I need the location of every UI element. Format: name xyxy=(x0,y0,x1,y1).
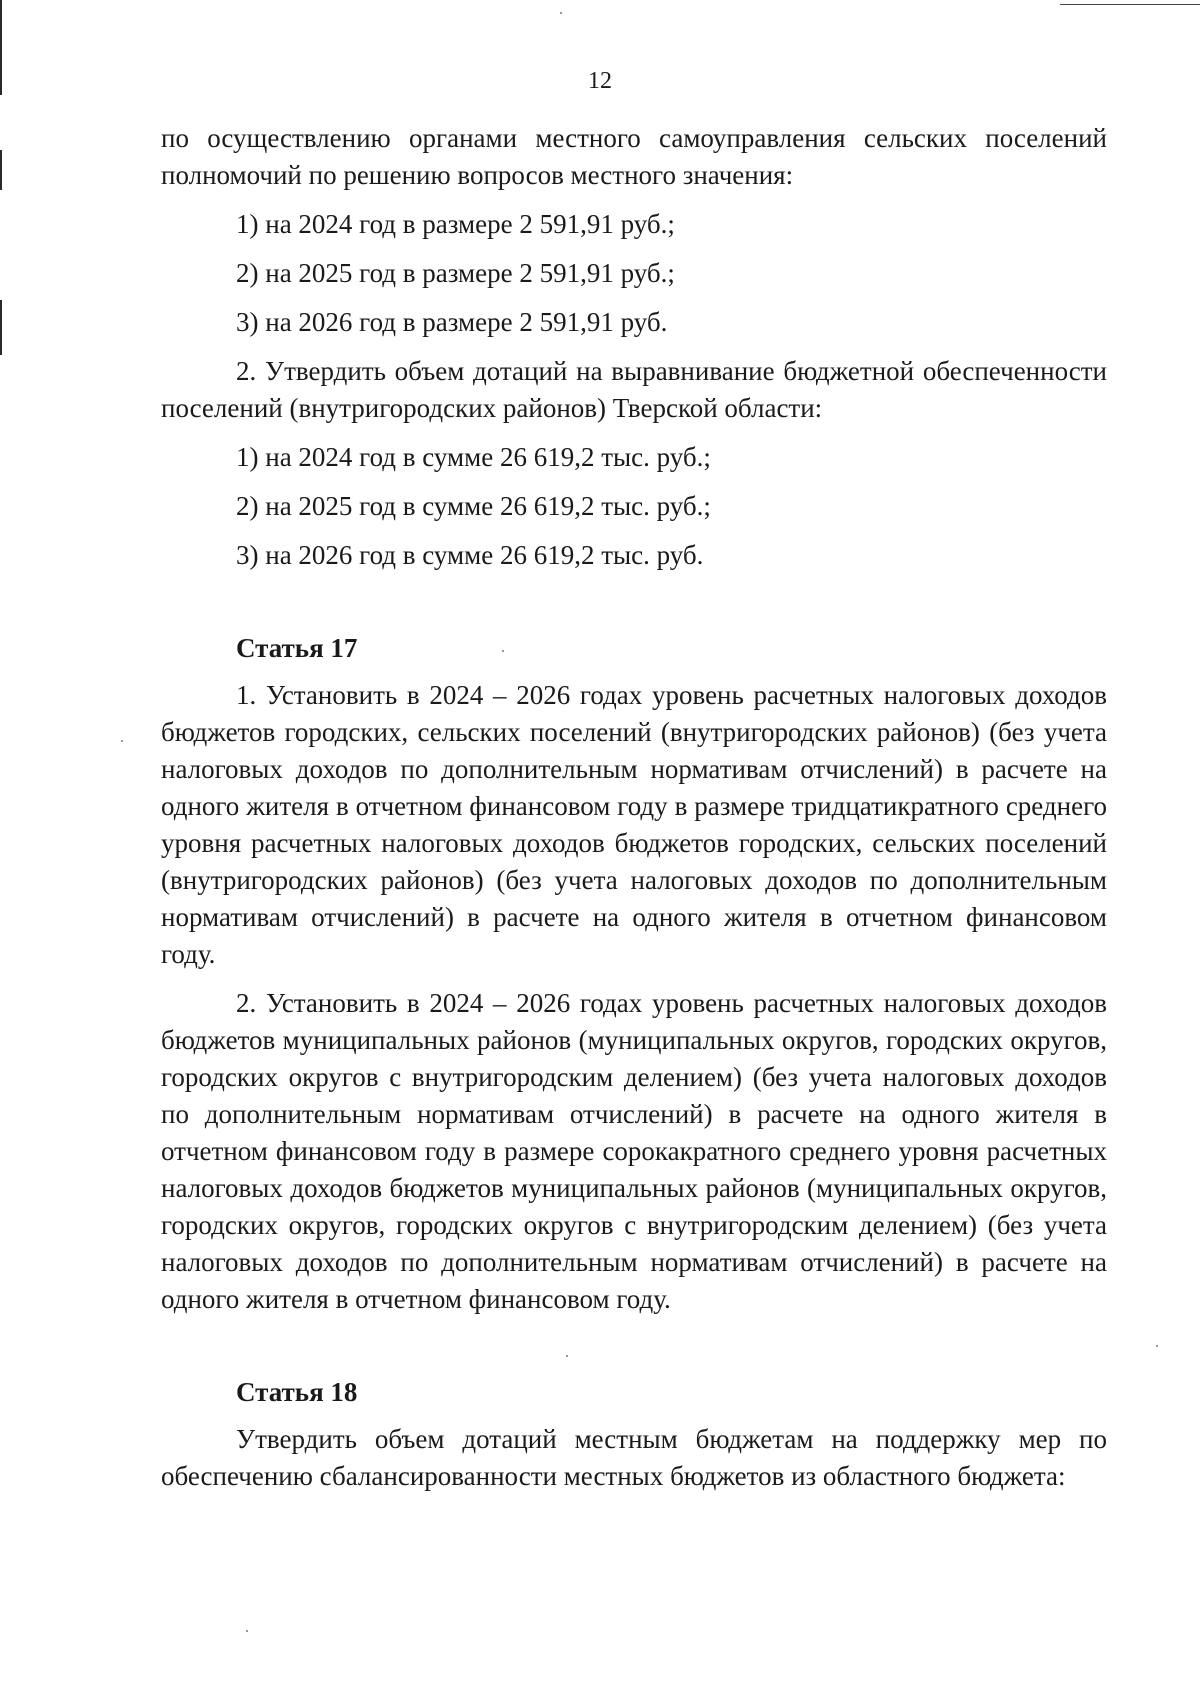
scan-speck xyxy=(1156,1345,1158,1347)
document-body xyxy=(161,120,1107,1507)
intro-paragraph: по осуществлению органами местного самоуправления сельских поселений полномочий по решению вопросов местного значения: xyxy=(161,123,1107,190)
scan-speck xyxy=(560,12,562,14)
article-17-paragraph-1: 1. Установить в 2024 – 2026 годах уровень расчетных налоговых доходов бюджетов городских, сельских поселений (внутригородских районов) (без учета налоговых доходов по дополнительным нормативам отчислений) в расчете на одного жителя в отчетном финансовом году в размере тридцатикратного среднего уровня расчетных налоговых доходов бюджетов городских, сельских поселений (внутригородских районов) (без учета налоговых доходов по дополнительным нормативам отчислений) в расчете на одного жителя в отчетном финансовом году. xyxy=(161,680,1107,969)
point-2-list-item: 2) на 2025 год в сумме 26 619,2 тыс. руб.; xyxy=(236,491,711,521)
scan-edge-mark xyxy=(0,150,2,190)
scan-speck xyxy=(121,740,123,742)
article-17-heading: Статья 17 xyxy=(236,633,358,663)
point-2-list-item: 1) на 2024 год в сумме 26 619,2 тыс. руб.; xyxy=(236,442,711,472)
intro-list-item: 1) на 2024 год в размере 2 591,91 руб.; xyxy=(236,209,675,239)
point-2-list-item: 3) на 2026 год в сумме 26 619,2 тыс. руб. xyxy=(236,540,704,570)
scan-top-rule xyxy=(1060,4,1200,5)
intro-list-item: 3) на 2026 год в размере 2 591,91 руб. xyxy=(236,307,668,337)
scan-speck xyxy=(246,1630,248,1632)
intro-list-item: 2) на 2025 год в размере 2 591,91 руб.; xyxy=(236,258,675,288)
article-18-heading: Статья 18 xyxy=(236,1377,358,1407)
page-number: 12 xyxy=(588,68,612,94)
article-18-paragraph: Утвердить объем дотаций местным бюджетам на поддержку мер по обеспечению сбалансированности местных бюджетов из областного бюджета: xyxy=(161,1424,1107,1491)
article-17-paragraph-2: 2. Установить в 2024 – 2026 годах уровень расчетных налоговых доходов бюджетов муниципальных районов (муниципальных округов, городских округов, городских округов с внутригородским делением) (без учета налоговых доходов по дополнительным нормативам отчислений) в расчете на одного жителя в отчетном финансовом году в размере сорокакратного среднего уровня расчетных налоговых доходов бюджетов муниципальных районов (муниципальных округов, городских округов, городских округов с внутригородским делением) (без учета налоговых доходов по дополнительным нормативам отчислений) в расчете на одного жителя в отчетном финансовом году. xyxy=(161,988,1107,1314)
scan-edge-mark xyxy=(0,300,2,355)
point-2-paragraph: 2. Утвердить объем дотаций на выравнивание бюджетной обеспеченности поселений (внутригородских районов) Тверской области: xyxy=(161,356,1107,423)
